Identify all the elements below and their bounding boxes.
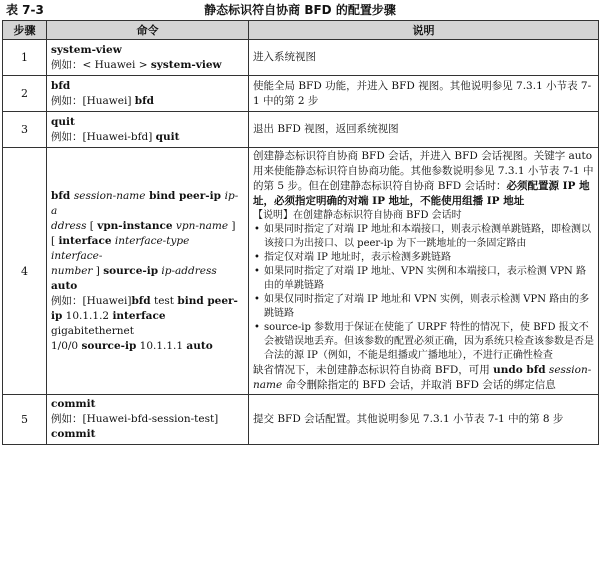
- example-prompt: 例如：[Huawei]: [51, 294, 132, 307]
- command-syntax-line: [51, 234, 244, 264]
- command-cell: [47, 148, 249, 395]
- command-example: [51, 130, 244, 145]
- note-bullet: • 如果仅同时指定了对端 IP 地址和 VPN 实例，则表示检测 VPN 路由的多跳链路: [253, 293, 594, 321]
- header-description: 说明: [249, 21, 599, 40]
- note-bullet: • 如果同时指定了对端 IP 地址和本端接口，则表示检测单跳链路，即检测以该接口为出接口、以 peer-ip 为下一跳地址的一条固定路由: [253, 223, 594, 251]
- example-keyword: bfd: [131, 294, 151, 307]
- example-prompt: < Huawei >: [82, 58, 151, 71]
- description-emphasis: 必须配置源 IP 地址，必须指定明确的对端 IP 地址，不能使用组播 IP 地址: [253, 180, 590, 207]
- example-command: system-view: [150, 58, 222, 71]
- example-value: 1/0/0: [51, 339, 82, 352]
- example-prefix: 例如：: [51, 413, 83, 425]
- description-outro: [253, 363, 594, 393]
- command-main: commit: [51, 398, 96, 410]
- header-step: 步骤: [3, 21, 47, 40]
- description-cell: 退出 BFD 视图，返回系统视图: [249, 112, 599, 148]
- syntax-keyword: auto: [51, 279, 78, 292]
- syntax-bracket: ]: [228, 219, 236, 232]
- example-command: quit: [155, 130, 180, 143]
- example-keyword: interface: [112, 309, 166, 322]
- command-main: bfd: [51, 79, 71, 92]
- example-prefix: 例如：: [51, 94, 83, 107]
- example-keyword: source-ip: [81, 339, 137, 352]
- command-main: quit: [51, 115, 75, 128]
- syntax-keyword: bind peer-ip: [145, 189, 225, 202]
- command-main: system-view: [51, 43, 122, 56]
- command-cell: [47, 40, 249, 76]
- description-cell: 进入系统视图: [249, 40, 599, 76]
- note-bullet: • 指定仅对端 IP 地址时，表示检测多跳链路: [253, 251, 594, 265]
- header-command: 命令: [47, 21, 249, 40]
- syntax-keyword: vpn-instance: [97, 219, 173, 232]
- example-value: gigabitethernet: [51, 324, 134, 337]
- config-steps-table: [2, 20, 599, 445]
- example-value: 10.1.1.1: [136, 339, 187, 352]
- syntax-keyword: source-ip: [103, 264, 159, 277]
- example-prefix: 例如：: [51, 130, 83, 143]
- table-row: [3, 76, 599, 112]
- table-title: 静态标识符自协商 BFD 的配置步骤: [204, 3, 396, 17]
- step-number: 4: [3, 148, 47, 395]
- command-cell: [47, 395, 249, 445]
- syntax-param: session-name: [73, 189, 146, 202]
- table-caption: [4, 2, 596, 18]
- example-prompt: [Huawei-bfd-session-test]: [82, 413, 219, 425]
- syntax-param: vpn-name: [172, 219, 229, 232]
- note-bullet: • source-ip 参数用于保证在使能了 URPF 特性的情况下，使 BFD 报文不会被错误地丢弃。但该参数的配置必须正确，因为系统只检查该参数是否是合法的源 IP（例如，不能是组播或广播地址），不进行正确性检查: [253, 321, 594, 363]
- command-example-line: [51, 309, 244, 339]
- syntax-param: ip-address: [158, 264, 217, 277]
- step-number: 1: [3, 40, 47, 76]
- syntax-bracket: ]: [92, 264, 104, 277]
- outro-text: 缺省情况下，未创建静态标识符自协商 BFD，可用: [253, 364, 494, 376]
- example-prefix: 例如：: [51, 58, 83, 71]
- command-example: [51, 58, 244, 73]
- syntax-bracket: [: [86, 219, 98, 232]
- table-number: 表 7-3: [6, 3, 44, 17]
- table-row: [3, 395, 599, 445]
- description-cell: 提交 BFD 会话配置。其他说明参见 7.3.1 小节表 7-1 中的第 8 步: [249, 395, 599, 445]
- description-intro: 创建静态标识符自协商 BFD 会话，并进入 BFD 会话视图。关键字 auto 用来使能静态标识符自协商功能。其他参数说明参见 7.3.1 小节表 7-1 中的第 5 步。但在创建静态标识符自协商 BFD 会话时：: [253, 150, 594, 192]
- command-example-line: [51, 339, 244, 354]
- command-syntax-line: [51, 219, 244, 234]
- example-keyword: bind peer-: [177, 294, 238, 307]
- command-syntax-line: [51, 264, 244, 294]
- syntax-param: number: [51, 264, 93, 277]
- description-cell: 使能全局 BFD 功能，并进入 BFD 视图。其他说明参见 7.3.1 小节表 7-1 中的第 2 步: [249, 76, 599, 112]
- outro-param: session-name: [253, 364, 592, 391]
- command-cell: [47, 112, 249, 148]
- example-keyword: auto: [186, 339, 213, 352]
- example-value: test: [150, 294, 178, 307]
- table-row: [3, 112, 599, 148]
- table-row: [3, 40, 599, 76]
- example-command: bfd: [134, 94, 154, 107]
- command-example: [51, 412, 244, 427]
- description-cell: [249, 148, 599, 395]
- table-header-row: [3, 21, 599, 40]
- syntax-keyword: bfd: [51, 189, 74, 202]
- example-command: commit: [51, 428, 96, 440]
- outro-command: undo bfd: [493, 364, 546, 376]
- outro-text: 命令删除指定的 BFD 会话，并取消 BFD 会话的绑定信息: [282, 379, 556, 391]
- syntax-param: ddress: [51, 219, 87, 232]
- syntax-bracket: [: [51, 234, 59, 247]
- command-cell: [47, 76, 249, 112]
- command-example: [51, 94, 244, 109]
- table-row: [3, 148, 599, 395]
- note-bullet: • 如果同时指定了对端 IP 地址、VPN 实例和本端接口，表示检测 VPN 路由的单跳链路: [253, 265, 594, 293]
- note-heading: 【说明】在创建静态标识符自协商 BFD 会话时: [253, 210, 462, 221]
- example-prompt: [Huawei-bfd]: [82, 130, 156, 143]
- step-number: 3: [3, 112, 47, 148]
- step-number: 2: [3, 76, 47, 112]
- command-syntax-line: [51, 189, 244, 219]
- example-prompt: [Huawei]: [82, 94, 135, 107]
- syntax-param: interface-type interface-: [51, 234, 190, 262]
- example-value: 10.1.1.2: [62, 309, 113, 322]
- step-number: 5: [3, 395, 47, 445]
- syntax-keyword: interface: [58, 234, 112, 247]
- command-example-line: [51, 294, 244, 309]
- syntax-param: ip-a: [51, 189, 239, 217]
- example-keyword: ip: [51, 309, 63, 322]
